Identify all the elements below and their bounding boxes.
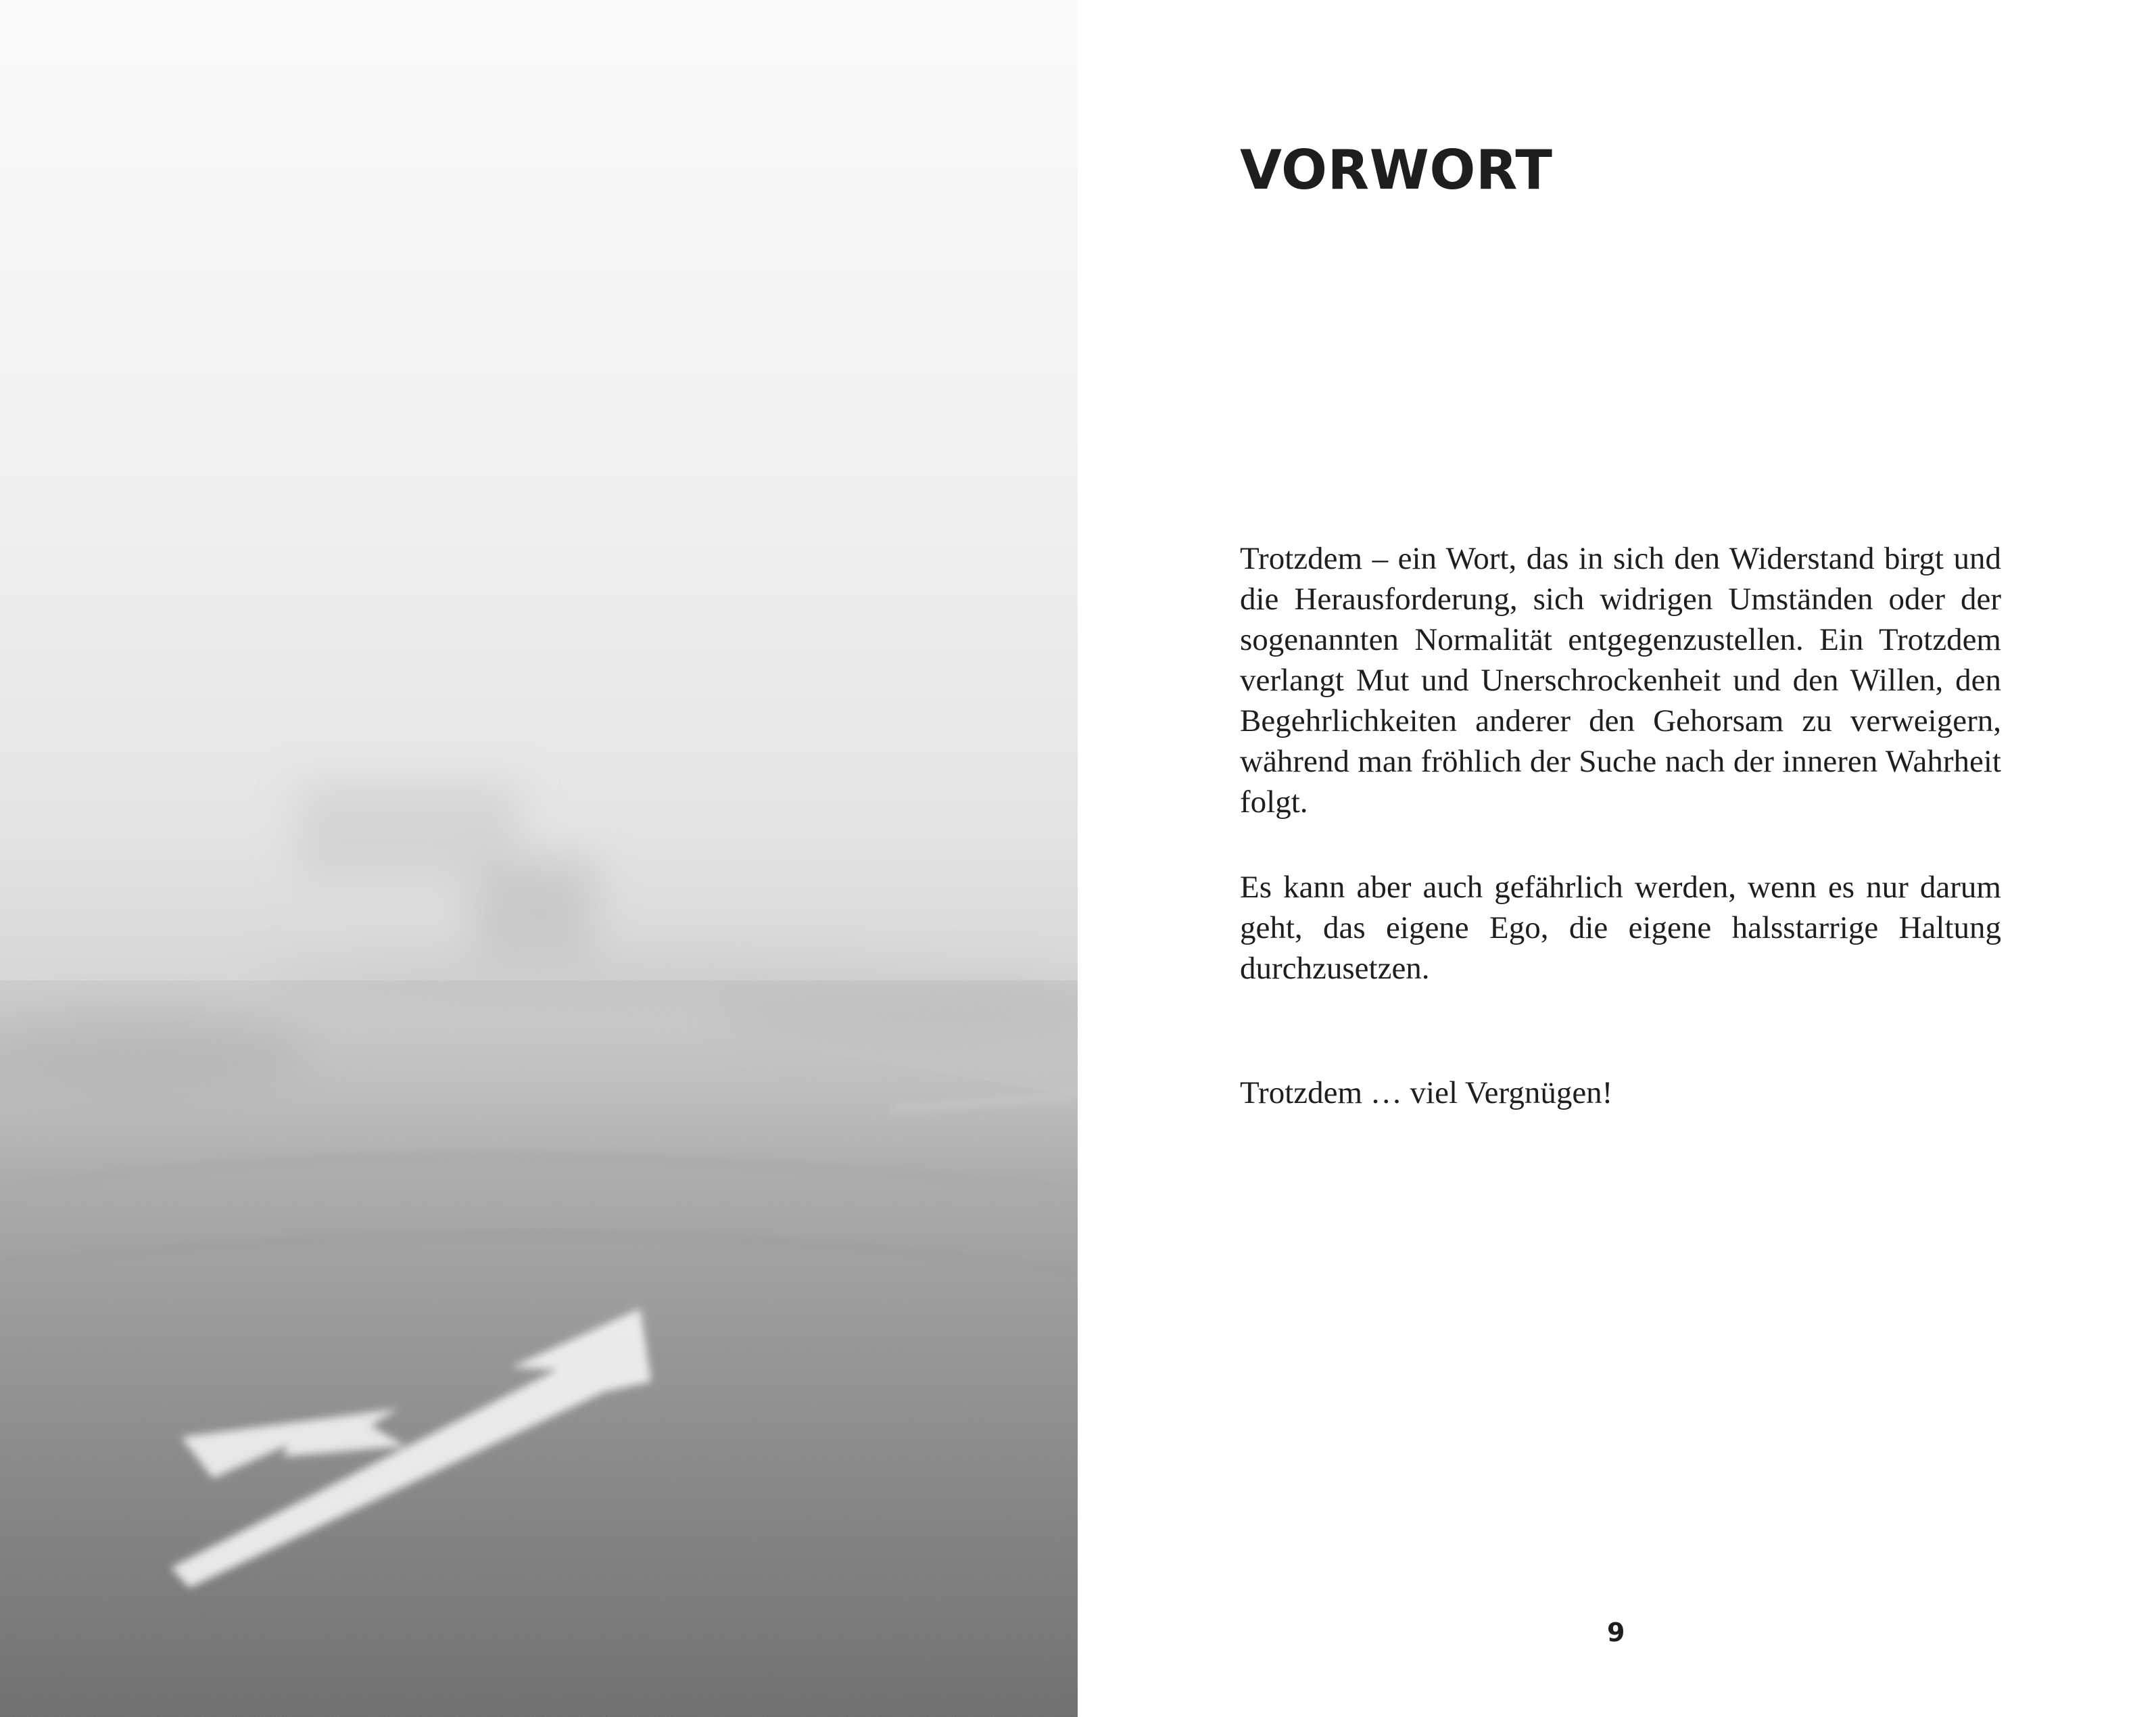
page-number: 9 bbox=[1607, 1618, 1625, 1647]
paragraph-1: Trotzdem – ein Wort, das in sich den Widerstand birgt und die Herausforderung, sich widrigen Umständen oder der sogenannten Normalität entgegenzustellen. Ein Trotzdem verlangt Mut und Unerschrockenheit und den Willen, den Begehrlichkeiten anderer den Gehorsam zu verweigern, während man fröhlich der Suche nach der inneren Wahrheit folgt. bbox=[1240, 541, 2001, 820]
chapter-heading: VORWORT bbox=[1240, 139, 1553, 202]
paragraph-3: Trotzdem … viel Vergnügen! bbox=[1240, 1075, 1613, 1110]
paragraph-2: Es kann aber auch gefährlich werden, wenn es nur darum geht, das eigene Ego, die eigene halsstarrige Haltung durchzusetzen. bbox=[1240, 870, 2001, 986]
text-page bbox=[1078, 0, 2156, 1717]
